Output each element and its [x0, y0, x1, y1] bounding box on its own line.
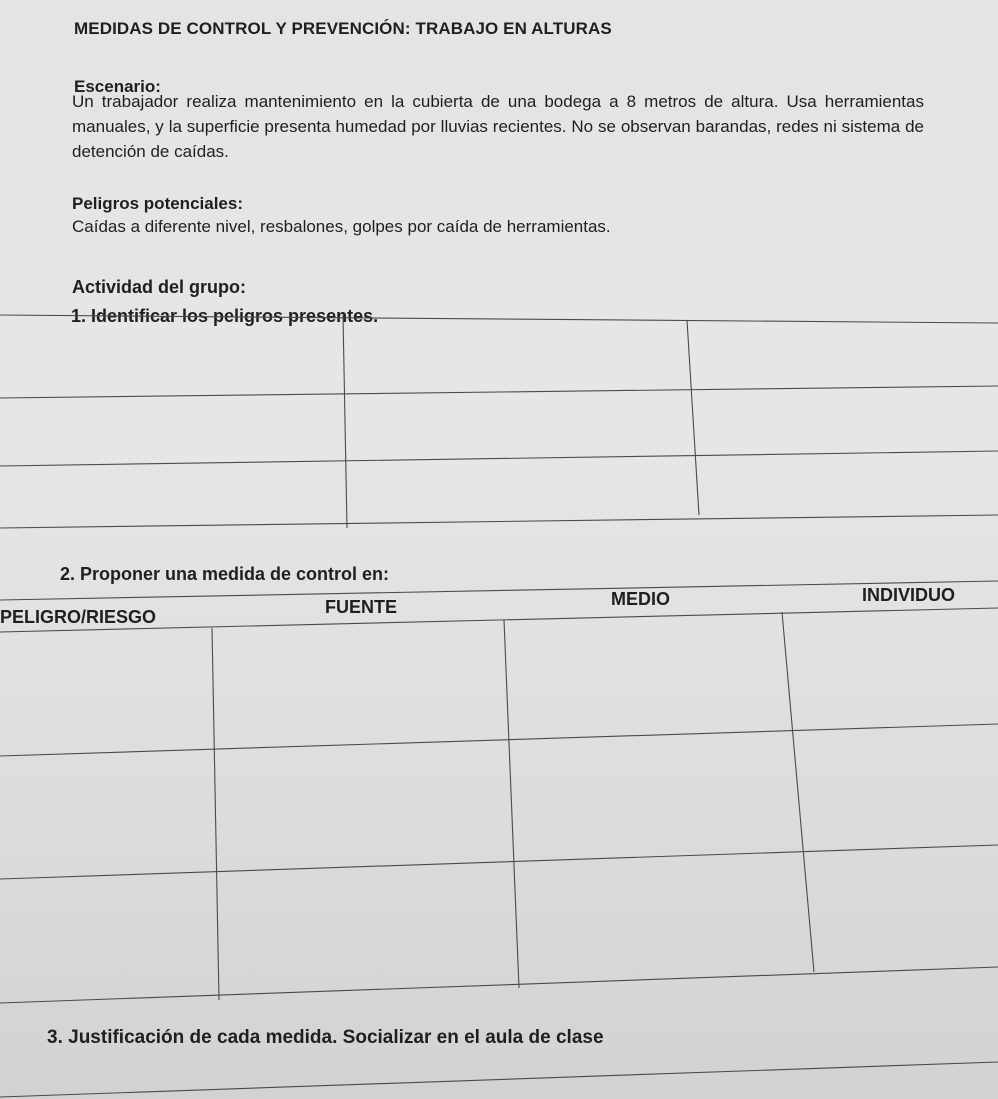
- control-table-header-hazard-risk: PELIGRO/RIESGO: [0, 607, 157, 627]
- control-table-row-divider: [0, 845, 998, 879]
- hazard-table-row-divider: [0, 386, 998, 398]
- control-table-header-medium: MEDIO: [611, 589, 671, 609]
- scenario-label: Escenario:: [74, 77, 161, 96]
- scenario-text: Un trabajador realiza mantenimiento en la cubierta de una bodega a 8 metros de altura. Usa herramientas manuales, y la superficie presenta humedad por lluvias recientes. No se observan barandas, redes ni sistema de detención de caídas.: [72, 92, 924, 161]
- hazard-identification-table: [0, 315, 998, 528]
- control-table-header-source: FUENTE: [325, 597, 397, 617]
- hazard-table-bottom-border: [0, 515, 998, 528]
- control-table-column-divider: [782, 612, 814, 972]
- hazard-table-column-divider: [687, 320, 699, 515]
- activity-item-control-measure: 2. Proponer una medida de control en:: [60, 564, 390, 584]
- activity-item-identify-hazards: 1. Identificar los peligros presentes.: [71, 306, 379, 326]
- control-table-column-divider: [504, 620, 519, 988]
- hazards-text: Caídas a diferente nivel, resbalones, golpes por caída de herramientas.: [72, 217, 611, 236]
- control-table-bottom-border: [0, 967, 998, 1003]
- justification-answer-line: [0, 1062, 998, 1097]
- control-table-row-divider: [0, 724, 998, 756]
- hazard-table-row-divider: [0, 451, 998, 466]
- hazard-table-column-divider: [343, 315, 347, 528]
- document-title: MEDIDAS DE CONTROL Y PREVENCIÓN: TRABAJO EN ALTURAS: [74, 19, 612, 38]
- activity-item-justification: 3. Justificación de cada medida. Socializar en el aula de clase: [47, 1027, 604, 1048]
- hazard-table-top-border: [0, 315, 998, 323]
- control-table-column-divider: [212, 628, 219, 1000]
- activity-label: Actividad del grupo:: [72, 277, 247, 297]
- control-measures-table: [0, 581, 998, 1097]
- control-table-header-individual: INDIVIDUO: [862, 585, 956, 605]
- hazards-label: Peligros potenciales:: [72, 194, 243, 213]
